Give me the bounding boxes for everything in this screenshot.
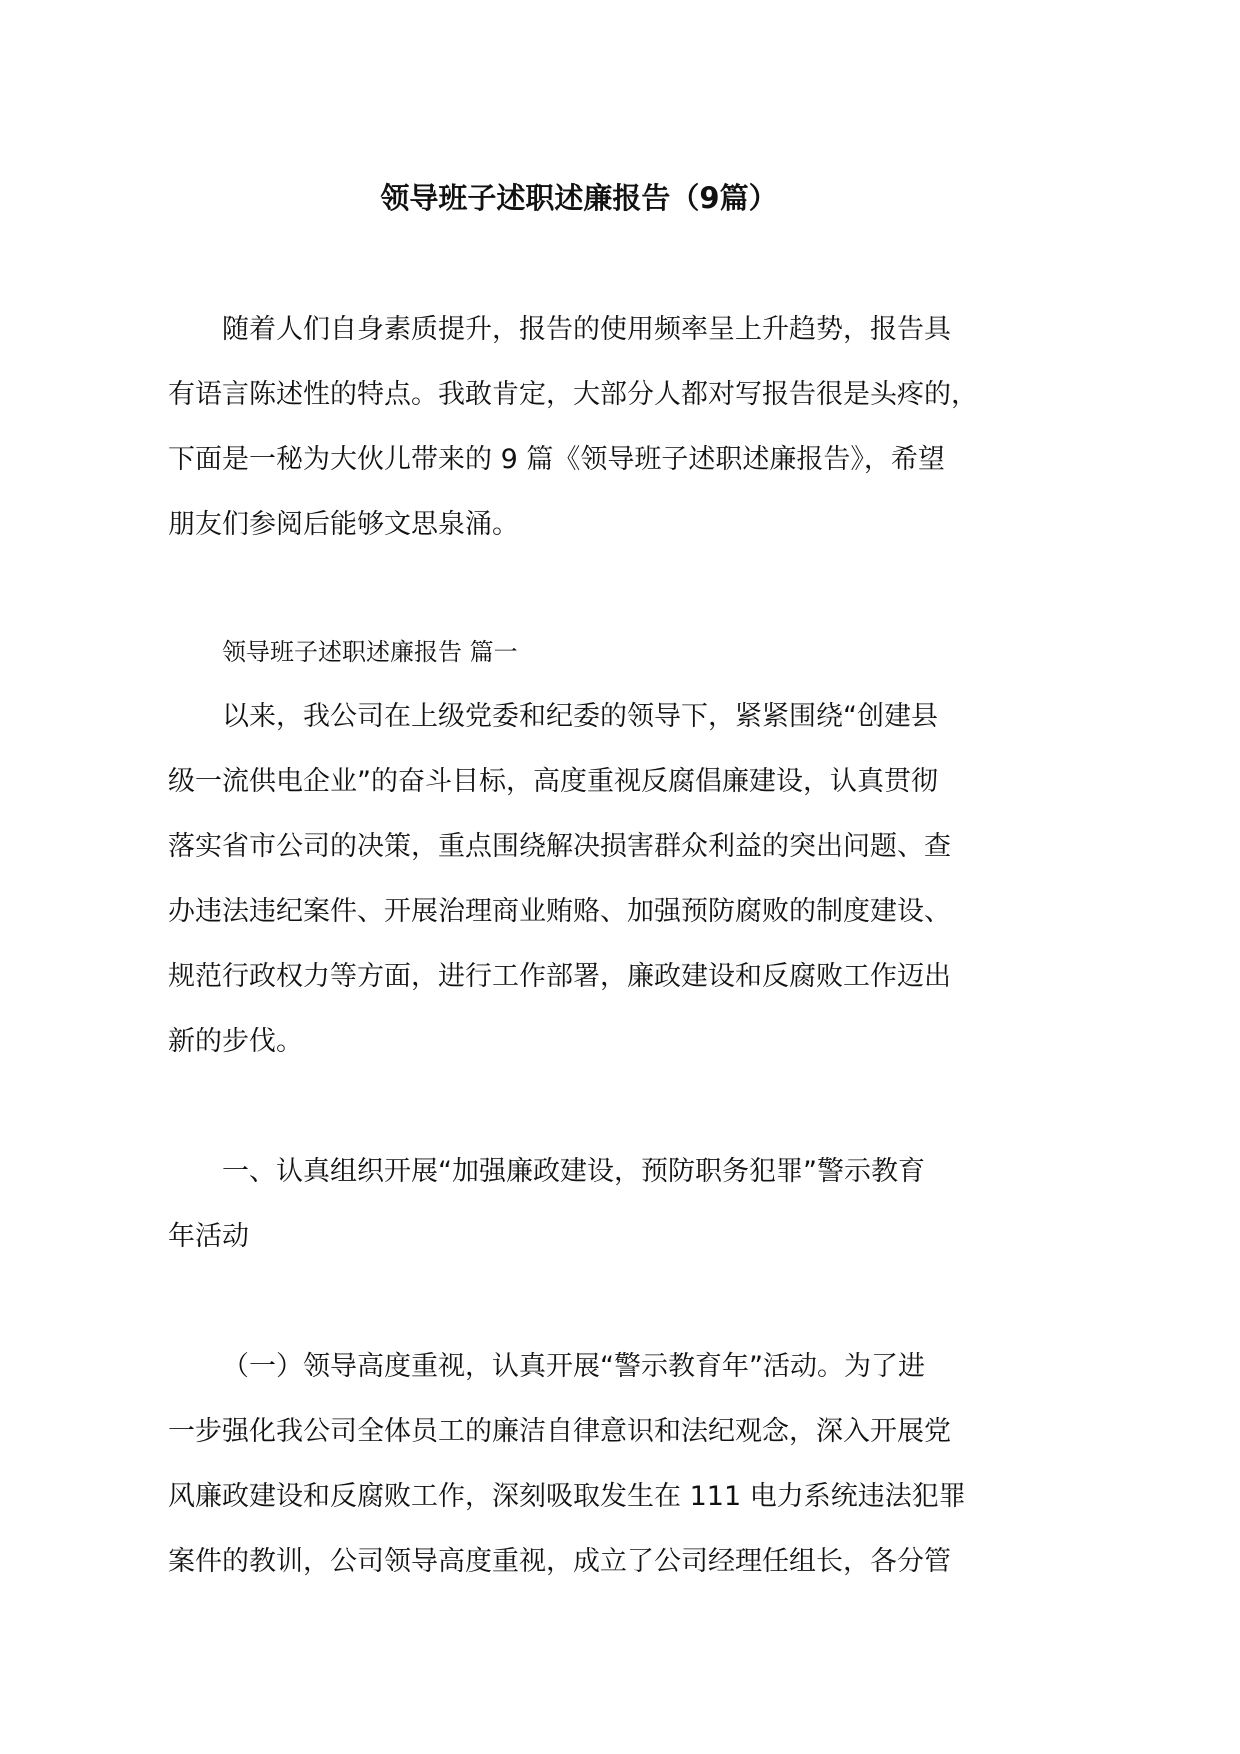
paragraph-line: 下面是一秘为大伙儿带来的 9 篇《领导班子述职述廉报告》，希望 [168,444,945,475]
heading-line: 年活动 [168,1221,249,1252]
paragraph-line: 风廉政建设和反腐败工作，深刻吸取发生在 111 电力系统违法犯罪 [168,1481,966,1512]
paragraph-line: 案件的教训，公司领导高度重视，成立了公司经理任组长，各分管 [168,1546,951,1577]
paragraph-line: 随着人们自身素质提升，报告的使用频率呈上升趋势，报告具 [222,314,951,345]
part-one-heading: 领导班子述职述廉报告 篇一 [222,638,518,666]
document-title: 领导班子述职述廉报告（9篇） [380,181,778,215]
subsection-one-paragraph [168,1334,1028,1594]
paragraph-line: 以来，我公司在上级党委和纪委的领导下，紧紧围绕“创建县 [222,701,938,732]
paragraph-line: 新的步伐。 [168,1026,303,1057]
section-one-heading [168,1139,1028,1269]
paragraph-line: 落实省市公司的决策，重点围绕解决损害群众利益的突出问题、查 [168,831,951,862]
paragraph-line: 级一流供电企业”的奋斗目标，高度重视反腐倡廉建设，认真贯彻 [168,766,938,797]
heading-line: 一、认真组织开展“加强廉政建设，预防职务犯罪”警示教育 [222,1156,925,1187]
paragraph-line: 办违法违纪案件、开展治理商业贿赂、加强预防腐败的制度建设、 [168,896,951,927]
paragraph-line: 规范行政权力等方面，进行工作部署，廉政建设和反腐败工作迈出 [168,961,951,992]
paragraph-line: 有语言陈述性的特点。我敢肯定，大部分人都对写报告很是头疼的， [168,379,978,410]
paragraph-line: 一步强化我公司全体员工的廉洁自律意识和法纪观念，深入开展党 [168,1416,951,1447]
part-one-paragraph [168,684,1028,1074]
paragraph-line: （一）领导高度重视，认真开展“警示教育年”活动。为了进 [222,1351,925,1382]
intro-paragraph [168,297,1028,557]
paragraph-line: 朋友们参阅后能够文思泉涌。 [168,509,519,540]
